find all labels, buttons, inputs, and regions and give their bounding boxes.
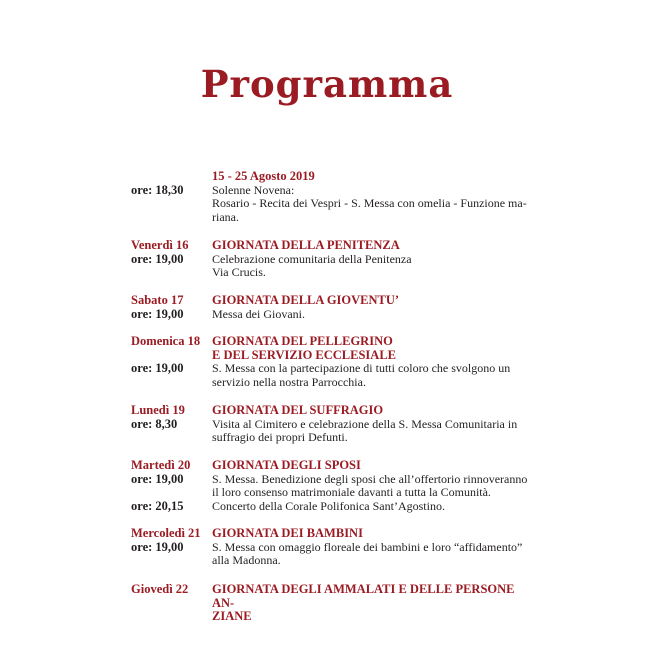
entry-content bbox=[212, 170, 528, 224]
entry-text: Rosario - Recita dei Vespri - S. Messa con omelia - Funzione ma- bbox=[212, 196, 527, 210]
entry-text: S. Messa con la partecipazione di tutti coloro che svolgono un bbox=[212, 361, 511, 375]
entry-date-column bbox=[131, 404, 211, 431]
entry-time: ore: 19,00 bbox=[131, 361, 184, 375]
entry-date-column bbox=[131, 583, 211, 597]
entry-heading-continued: ZIANE bbox=[212, 609, 252, 623]
entry-date-column bbox=[131, 335, 211, 376]
entry-content bbox=[212, 527, 528, 568]
entry-date-column bbox=[131, 239, 211, 266]
entry-heading-continued: E DEL SERVIZIO ECCLESIALE bbox=[212, 347, 397, 362]
entry-text: alla Madonna. bbox=[212, 553, 281, 567]
entry-text: Solenne Novena: bbox=[212, 182, 295, 197]
entry-day: Sabato 17 bbox=[131, 293, 184, 307]
entry-time: ore: 8,30 bbox=[131, 416, 178, 431]
entry-heading: GIORNATA DELLA PENITENZA bbox=[212, 238, 400, 252]
entry-day: Domenica 18 bbox=[131, 334, 201, 348]
entry-day: Mercoledì 21 bbox=[131, 526, 201, 540]
entry-text: Via Crucis. bbox=[212, 265, 266, 279]
entry-text: Concerto della Corale Polifonica Sant’Agostino. bbox=[212, 498, 445, 513]
entry-content bbox=[212, 459, 528, 513]
page-title: Programma bbox=[200, 62, 454, 106]
entry-text: riana. bbox=[212, 209, 239, 224]
entry-day: Giovedì 22 bbox=[131, 582, 189, 596]
entry-content bbox=[212, 583, 528, 624]
entry-content bbox=[212, 404, 528, 445]
entry-time: ore: 19,00 bbox=[131, 306, 184, 321]
entry-content bbox=[212, 239, 528, 280]
entry-content bbox=[212, 335, 528, 389]
entry-time: ore: 20,15 bbox=[131, 498, 184, 513]
entry-heading: GIORNATA DEL PELLEGRINO bbox=[212, 334, 393, 348]
entry-time: ore: 18,30 bbox=[131, 182, 184, 197]
entry-date-column bbox=[131, 170, 211, 197]
entry-day: Lunedì 19 bbox=[131, 403, 185, 417]
entry-date-column bbox=[131, 294, 211, 321]
entry-heading: GIORNATA DELLA GIOVENTU’ bbox=[212, 293, 400, 307]
entry-date-column bbox=[131, 527, 211, 554]
entry-date-column bbox=[131, 459, 211, 513]
entry-heading: GIORNATA DEL SUFFRAGIO bbox=[212, 403, 384, 417]
entry-heading: GIORNATA DEI BAMBINI bbox=[212, 526, 363, 540]
entry-text: S. Messa. Benedizione degli sposi che all’offertorio rinnoveranno bbox=[212, 471, 528, 486]
entry-text: S. Messa con omaggio floreale dei bambini e loro “affidamento” bbox=[212, 539, 523, 554]
entry-text: servizio nella nostra Parrocchia. bbox=[212, 374, 366, 389]
entry-time: ore: 19,00 bbox=[131, 539, 184, 554]
entry-time: ore: 19,00 bbox=[131, 471, 184, 486]
entry-heading: 15 - 25 Agosto 2019 bbox=[212, 169, 315, 183]
entry-day: Venerdì 16 bbox=[131, 238, 189, 252]
entry-text: il loro consenso matrimoniale davanti a tutta la Comunità. bbox=[212, 485, 491, 499]
entry-time: ore: 19,00 bbox=[131, 251, 184, 266]
entry-text: Celebrazione comunitaria della Penitenza bbox=[212, 251, 412, 266]
entry-text: Visita al Cimitero e celebrazione della S. Messa Comunitaria in bbox=[212, 416, 518, 431]
entry-text: suffragio dei propri Defunti. bbox=[212, 430, 348, 444]
entry-text: Messa dei Giovani. bbox=[212, 306, 305, 321]
entry-heading: GIORNATA DEGLI SPOSI bbox=[212, 458, 361, 472]
entry-day: Martedì 20 bbox=[131, 458, 191, 472]
entry-content bbox=[212, 294, 528, 321]
entry-heading: GIORNATA DEGLI AMMALATI E DELLE PERSONE AN- bbox=[212, 582, 515, 610]
